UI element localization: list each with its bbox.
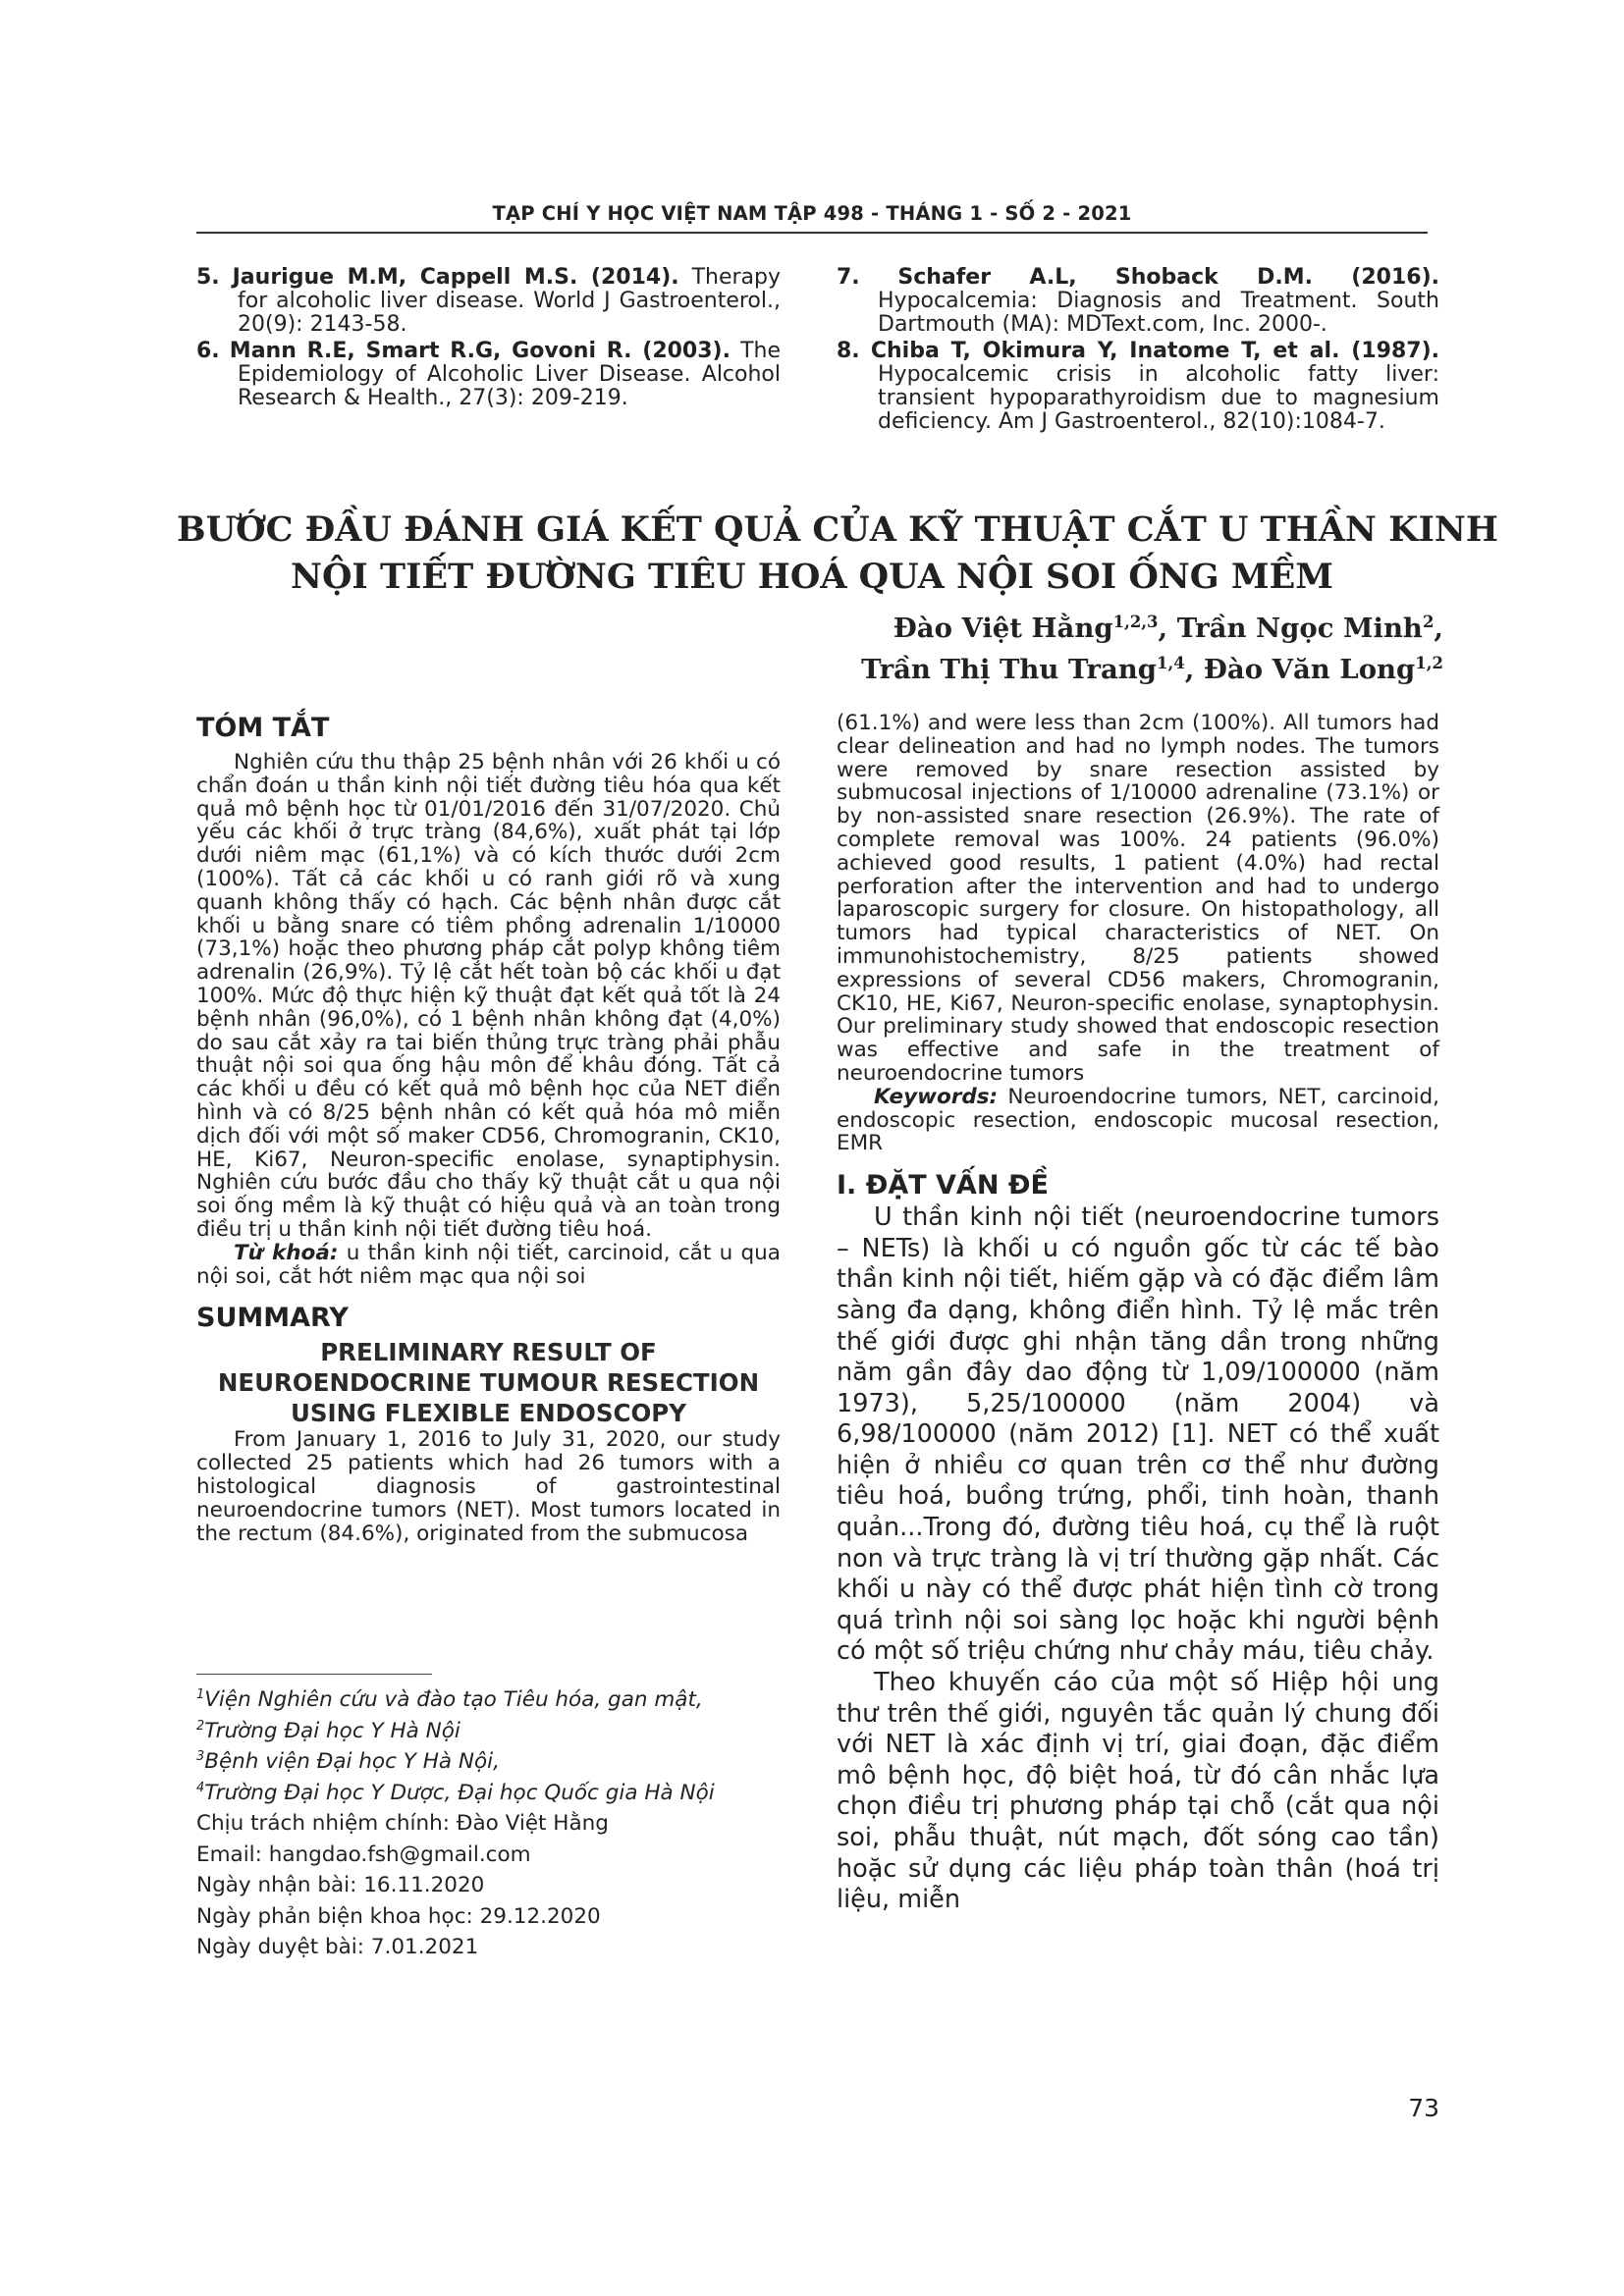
author-affiliation: 1,2,3 xyxy=(1112,612,1159,631)
author-name: Đào Văn Long xyxy=(1203,654,1416,685)
left-column xyxy=(196,712,781,1545)
introduction-paragraph: Theo khuyến cáo của một số Hiệp hội ung thư trên thế giới, nguyên tắc quản lý chung đối với NET là xác định vị trí, giai đoạn, đặc điểm mô bệnh học, độ biệt hoá, từ đó cân nhắc lựa chọn điều trị phương pháp tại chỗ (cắt qua nội soi, phẫu thuật, nút mạch, đốt sóng cao tần) hoặc sử dụng các liệu pháp toàn thân (hoá trị liệu, miễn xyxy=(837,1668,1439,1915)
affiliation-footnote xyxy=(196,1778,785,1809)
section-heading-introduction: I. ĐẶT VẤN ĐỀ xyxy=(837,1170,1049,1201)
reference-text: The Epidemiology of Alcoholic Liver Disease. Alcohol Research & Health., 27(3): 209-219. xyxy=(238,339,781,410)
reference-number: 5. xyxy=(196,265,220,290)
section-heading-tomtat: TÓM TẮT xyxy=(196,713,330,743)
date-received: Ngày nhận bài: 16.11.2020 xyxy=(196,1873,485,1897)
affiliation-text: Trường Đại học Y Hà Nội xyxy=(204,1718,460,1743)
author-separator: , xyxy=(1184,654,1204,685)
article-title-line: NỘI TIẾT ĐƯỜNG TIÊU HOÁ QUA NỘI SOI ỐNG MỀM xyxy=(290,557,1334,597)
date-accepted: Ngày duyệt bài: 7.01.2021 xyxy=(196,1935,479,1959)
summary-title-line: NEUROENDOCRINE TUMOUR RESECTION xyxy=(217,1368,760,1398)
footnote-marker: 4 xyxy=(196,1780,205,1795)
author-affiliation: 1,4 xyxy=(1157,653,1185,672)
responsible-author: Chịu trách nhiệm chính: Đào Việt Hằng xyxy=(196,1811,609,1836)
author-name: Trần Thị Thu Trang xyxy=(861,654,1157,685)
references-left xyxy=(196,266,781,413)
footnote-marker: 2 xyxy=(196,1718,205,1734)
section-heading-summary: SUMMARY xyxy=(196,1303,349,1334)
author-list xyxy=(815,608,1443,690)
abstract-vi-body: Nghiên cứu thu thập 25 bệnh nhân với 26 khối u có chẩn đoán u thần kinh nội tiết đường tiêu hóa qua kết quả mô bệnh học từ 01/01/2016 đến 31/07/2020. Chủ yếu các khối ở trực tràng (84,6%), xuất phát tại lớp dưới niêm mạc (61,1%) và có kích thước dưới 2cm (100%). Tất cả các khối u có ranh giới rõ và xung quanh không thấy có hạch. Các bệnh nhân được cắt khối u bằng snare có tiêm phồng adrenalin 1/10000 (73,1%) hoặc theo phương pháp cắt polyp không tiêm adrenalin (26,9%). Tỷ lệ cắt hết toàn bộ các khối u đạt 100%. Mức độ thực hiện kỹ thuật đạt kết quả tốt là 24 bệnh nhân (96,0%), có 1 bệnh nhân không đạt (4,0%) do sau cắt xảy ra tai biến thủng trực tràng phải phẫu thuật nội soi qua ống hậu môn để khâu đóng. Tất cả các khối u đều có kết quả mô bệnh học của NET điển hình và có 8/25 bệnh nhân có kết quả hóa mô miễn dịch đối với một số maker CD56, Chromogranin, CK10, HE, Ki67, Neuron-specific enolase, synaptiphysin. Nghiên cứu bước đầu cho thấy kỹ thuật cắt u qua nội soi ống mềm là kỹ thuật có hiệu quả và an toàn trong điều trị u thần kinh nội tiết đường tiêu hoá. xyxy=(196,750,781,1242)
reference-item xyxy=(837,340,1439,434)
references-right xyxy=(837,266,1439,437)
reference-authors: Mann R.E, Smart R.G, Govoni R. (2003). xyxy=(229,339,731,363)
reference-authors: Jaurigue M.M, Cappell M.S. (2014). xyxy=(232,265,679,290)
affiliation-text: Viện Nghiên cứu và đào tạo Tiêu hóa, gan mật, xyxy=(204,1687,703,1712)
article-title-line: BƯỚC ĐẦU ĐÁNH GIÁ KẾT QUẢ CỦA KỸ THUẬT CẮT U THẦN KINH xyxy=(177,509,1498,550)
keywords-text: u thần kinh nội tiết, carcinoid, cắt u qua nội soi, cắt hớt niêm mạc qua nội soi xyxy=(196,1240,781,1289)
reference-text: Hypocalcemia: Diagnosis and Treatment. South Dartmouth (MA): MDText.com, Inc. 2000-. xyxy=(878,289,1439,337)
reference-item xyxy=(196,266,781,337)
summary-title-line: USING FLEXIBLE ENDOSCOPY xyxy=(291,1399,686,1428)
keywords-text: Neuroendocrine tumors, NET, carcinoid, endoscopic resection, endoscopic mucosal resection, EMR xyxy=(837,1084,1439,1156)
reference-number: 7. xyxy=(837,265,860,290)
page-number: 73 xyxy=(1408,2094,1439,2122)
keywords-label: Từ khoá: xyxy=(234,1240,339,1265)
footnote-marker: 1 xyxy=(196,1686,205,1702)
reference-text: Therapy for alcoholic liver disease. World J Gastroenterol., 20(9): 2143-58. xyxy=(238,265,781,337)
affiliation-footnote xyxy=(196,1684,785,1716)
reference-authors: Schafer A.L, Shoback D.M. (2016). xyxy=(897,265,1439,290)
author-affiliation: 1,2 xyxy=(1415,653,1443,672)
author-affiliation: 2 xyxy=(1422,612,1435,631)
affiliation-footnote xyxy=(196,1716,785,1747)
article-title xyxy=(177,507,1498,601)
right-column xyxy=(837,712,1439,1916)
abstract-en-keywords xyxy=(837,1086,1439,1155)
summary-title-line: PRELIMINARY RESULT OF xyxy=(320,1338,657,1367)
author-name: Đào Việt Hằng xyxy=(893,613,1113,644)
keywords-label: Keywords: xyxy=(874,1084,999,1109)
reference-number: 6. xyxy=(196,339,220,363)
affiliation-text: Bệnh viện Đại học Y Hà Nội, xyxy=(204,1749,500,1774)
footnotes xyxy=(196,1684,785,1963)
abstract-vi-keywords xyxy=(196,1242,781,1289)
abstract-en-body-part1: From January 1, 2016 to July 31, 2020, our study collected 25 patients which had 26 tumors with a histological diagnosis of gastrointestinal neuroendocrine tumors (NET). Most tumors located in the rectum (84.6%), originated from the submucosa xyxy=(196,1427,781,1546)
affiliation-footnote xyxy=(196,1746,785,1778)
header-rule xyxy=(196,232,1428,234)
reference-authors: Chiba T, Okimura Y, Inatome T, et al. (1987). xyxy=(870,339,1439,363)
reference-item xyxy=(837,266,1439,337)
introduction-paragraph: U thần kinh nội tiết (neuroendocrine tumors – NETs) là khối u có nguồn gốc từ các tế bào thần kinh nội tiết, hiếm gặp và có đặc điểm lâm sàng đa dạng, không điển hình. Tỷ lệ mắc trên thế giới được ghi nhận tăng dần trong những năm gần đây dao động từ 1,09/100000 (năm 1973), 5,25/100000 (năm 2004) và 6,98/100000 (năm 2012) [1]. NET có thể xuất hiện ở nhiều cơ quan trên cơ thể như đường tiêu hoá, buồng trứng, phổi, tinh hoàn, thanh quản...Trong đó, đường tiêu hoá, cụ thể là ruột non và trực tràng là vị trí thường gặp nhất. Các khối u này có thể được phát hiện tình cờ trong quá trình nội soi sàng lọc hoặc khi người bệnh có một số triệu chứng như chảy máu, tiêu chảy. xyxy=(837,1202,1439,1667)
abstract-en-body-part2: (61.1%) and were less than 2cm (100%). All tumors had clear delineation and had no lymph nodes. The tumors were removed by snare resection assisted by submucosal injections of 1/10000 adrenaline (73.1%) or by non-assisted snare resection (26.9%). The rate of complete removal was 100%. 24 patients (96.0%) achieved good results, 1 patient (4.0%) had rectal perforation after the intervention and had to undergo laparoscopic surgery for closure. On histopathology, all tumors had typical characteristics of NET. On immunohistochemistry, 8/25 patients showed expressions of several CD56 makers, Chromogranin, CK10, HE, Ki67, Neuron-specific enolase, synaptophysin. Our preliminary study showed that endoscopic resection was effective and safe in the treatment of neuroendocrine tumors xyxy=(837,711,1439,1086)
reference-item xyxy=(196,340,781,410)
reference-number: 8. xyxy=(837,339,860,363)
author-separator: , xyxy=(1158,613,1177,644)
affiliation-text: Trường Đại học Y Dược, Đại học Quốc gia Hà Nội xyxy=(204,1780,715,1805)
author-name: Trần Ngọc Minh xyxy=(1176,613,1423,644)
journal-header: TẠP CHÍ Y HỌC VIỆT NAM TẬP 498 - THÁNG 1 - SỐ 2 - 2021 xyxy=(492,202,1132,225)
author-separator: , xyxy=(1434,613,1443,644)
reference-text: Hypocalcemic crisis in alcoholic fatty liver: transient hypoparathyroidism due to magnesium deficiency. Am J Gastroenterol., 82(10):1084-7. xyxy=(878,362,1439,434)
footnote-rule xyxy=(196,1674,432,1675)
contact-email: Email: hangdao.fsh@gmail.com xyxy=(196,1842,531,1867)
footnote-marker: 3 xyxy=(196,1748,205,1764)
date-reviewed: Ngày phản biện khoa học: 29.12.2020 xyxy=(196,1903,601,1929)
